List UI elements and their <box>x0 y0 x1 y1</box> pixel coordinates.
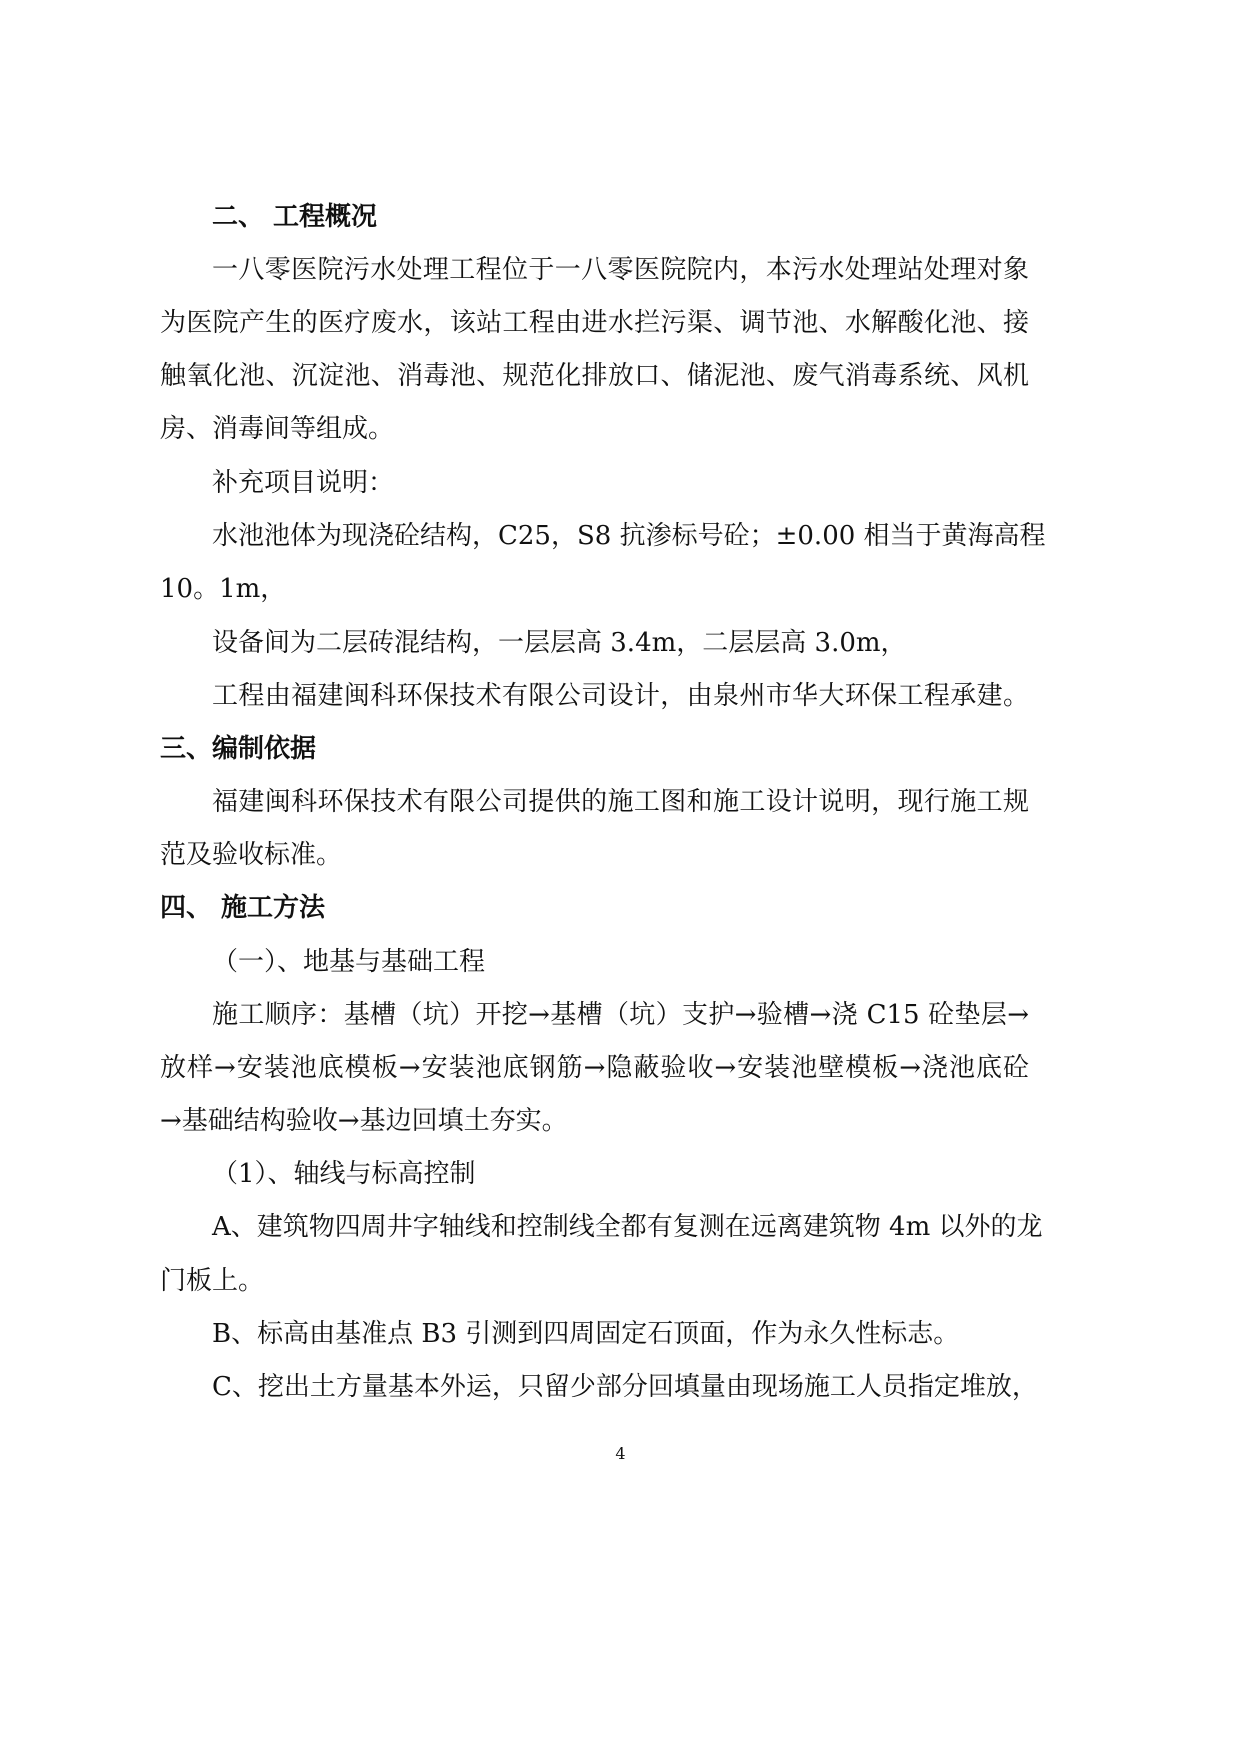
paragraph-line: →基础结构验收→基边回填土夯实。 <box>160 1106 568 1136</box>
paragraph-line: 为医院产生的医疗废水，该站工程由进水拦污渠、调节池、水解酸化池、接 <box>160 308 1029 338</box>
paragraph-line: 施工顺序：基槽（坑）开挖→基槽（坑）支护→验槽→浇 C15 砼垫层→ <box>212 1000 1029 1030</box>
paragraph-line: 水池池体为现浇砼结构，C25，S8 抗渗标号砼；±0.00 相当于黄海高程 <box>212 521 1046 551</box>
paragraph-line: 一八零医院污水处理工程位于一八零医院院内，本污水处理站处理对象 <box>212 255 1029 285</box>
section-heading-basis: 三、编制依据 <box>160 734 317 764</box>
paragraph-line: 设备间为二层砖混结构，一层层高 3.4m，二层层高 3.0m， <box>212 628 907 658</box>
subsection-heading-foundation: （一）、地基与基础工程 <box>212 947 486 977</box>
supplementary-note-label: 补充项目说明： <box>212 468 395 498</box>
paragraph-line: 福建闽科环保技术有限公司提供的施工图和施工设计说明，现行施工规 <box>212 787 1029 817</box>
paragraph-line: 范及验收标准。 <box>160 840 343 870</box>
paragraph-line: B、标高由基准点 B3 引测到四周固定石顶面，作为永久性标志。 <box>212 1319 960 1349</box>
section-heading-project-overview: 二、 工程概况 <box>212 202 378 232</box>
paragraph-line: A、建筑物四周井字轴线和控制线全都有复测在远离建筑物 4m 以外的龙 <box>212 1212 1043 1242</box>
paragraph-line: 10。1m， <box>160 574 287 604</box>
paragraph-line: 房、消毒间等组成。 <box>160 414 395 444</box>
paragraph-line: 门板上。 <box>160 1266 265 1296</box>
paragraph-line: C、挖出土方量基本外运，只留少部分回填量由现场施工人员指定堆放， <box>212 1372 1038 1402</box>
paragraph-line: 放样→安装池底模板→安装池底钢筋→隐蔽验收→安装池壁模板→浇池底砼 <box>160 1053 1029 1083</box>
subsection-heading-axis-control: （1）、轴线与标高控制 <box>212 1159 476 1189</box>
paragraph-line: 工程由福建闽科环保技术有限公司设计，由泉州市华大环保工程承建。 <box>212 681 1029 711</box>
section-heading-construction-method: 四、 施工方法 <box>160 893 326 923</box>
page-number: 4 <box>615 1444 626 1463</box>
paragraph-line: 触氧化池、沉淀池、消毒池、规范化排放口、储泥池、废气消毒系统、风机 <box>160 361 1029 391</box>
